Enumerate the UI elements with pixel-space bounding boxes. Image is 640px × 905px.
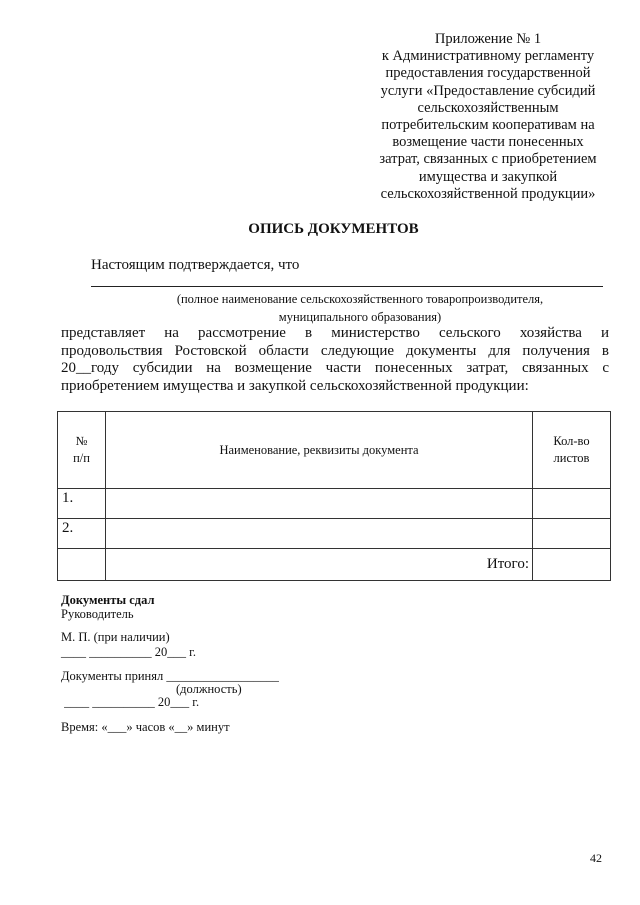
applicant-caption-line1: (полное наименование сельскохозяйственного товаропроизводителя,	[176, 292, 544, 306]
column-header-sheet-count: Кол-во листов	[533, 412, 611, 489]
appendix-line: к Административному регламенту	[381, 48, 595, 65]
total-sheets-cell[interactable]	[533, 549, 611, 581]
seal-label: М. П. (при наличии)	[61, 630, 170, 644]
document-name-cell[interactable]	[106, 489, 533, 519]
document-title: ОПИСЬ ДОКУМЕНТОВ	[248, 221, 419, 237]
table-row	[58, 489, 611, 519]
paragraph-line: продовольствия Ростовской области следующие документы для получения в	[61, 342, 609, 359]
applicant-caption-line2: муниципального образования)	[278, 310, 442, 324]
submission-date-line: ____ __________ 20___ г.	[61, 645, 196, 659]
accepted-label: Документы принял __________________	[61, 669, 279, 683]
appendix-line: возмещение части понесенных	[392, 134, 584, 151]
intro-text: Настоящим подтверждается, что	[91, 257, 300, 273]
appendix-line: услуги «Предоставление субсидий	[380, 82, 596, 99]
paragraph-line: приобретением имущества и закупкой сельскохозяйственной продукции:	[61, 377, 529, 394]
column-header-number: № п/п	[58, 412, 106, 489]
head-label: Руководитель	[61, 607, 134, 621]
total-row	[58, 549, 611, 581]
page-number: 42	[590, 851, 602, 865]
appendix-line: Приложение № 1	[434, 31, 542, 47]
table-row	[58, 519, 611, 549]
paragraph-line: представляет на рассмотрение в министерство сельского хозяйства и	[61, 325, 609, 341]
statement-paragraph	[61, 325, 609, 395]
appendix-line: потребительским кооперативам на	[381, 117, 595, 134]
table-header-row	[58, 412, 611, 489]
total-label: Итого:	[106, 549, 533, 581]
documents-table	[57, 411, 611, 581]
appendix-line: имущества и закупкой	[418, 168, 558, 185]
appendix-line: сельскохозяйственным	[417, 99, 559, 116]
total-empty-cell	[58, 549, 106, 581]
sheet-count-cell[interactable]	[533, 489, 611, 519]
row-number-cell: 2.	[58, 519, 106, 549]
submitted-label: Документы сдал	[61, 593, 155, 607]
appendix-line: сельскохозяйственной продукции»	[380, 185, 596, 202]
time-line: Время: «___» часов «__» минут	[61, 720, 230, 734]
sheet-count-cell[interactable]	[533, 519, 611, 549]
row-number-cell: 1.	[58, 489, 106, 519]
appendix-line: затрат, связанных с приобретением	[379, 151, 597, 168]
acceptance-date-line: ____ __________ 20___ г.	[61, 695, 200, 709]
appendix-block	[366, 31, 610, 203]
column-header-document-name: Наименование, реквизиты документа	[106, 412, 533, 489]
position-caption: (должность)	[176, 682, 242, 696]
appendix-line: предоставления государственной	[385, 65, 591, 82]
document-name-cell[interactable]	[106, 519, 533, 549]
applicant-name-line	[91, 286, 603, 287]
paragraph-line: 20__году субсидии на возмещение части понесенных затрат, связанных с	[61, 360, 609, 377]
